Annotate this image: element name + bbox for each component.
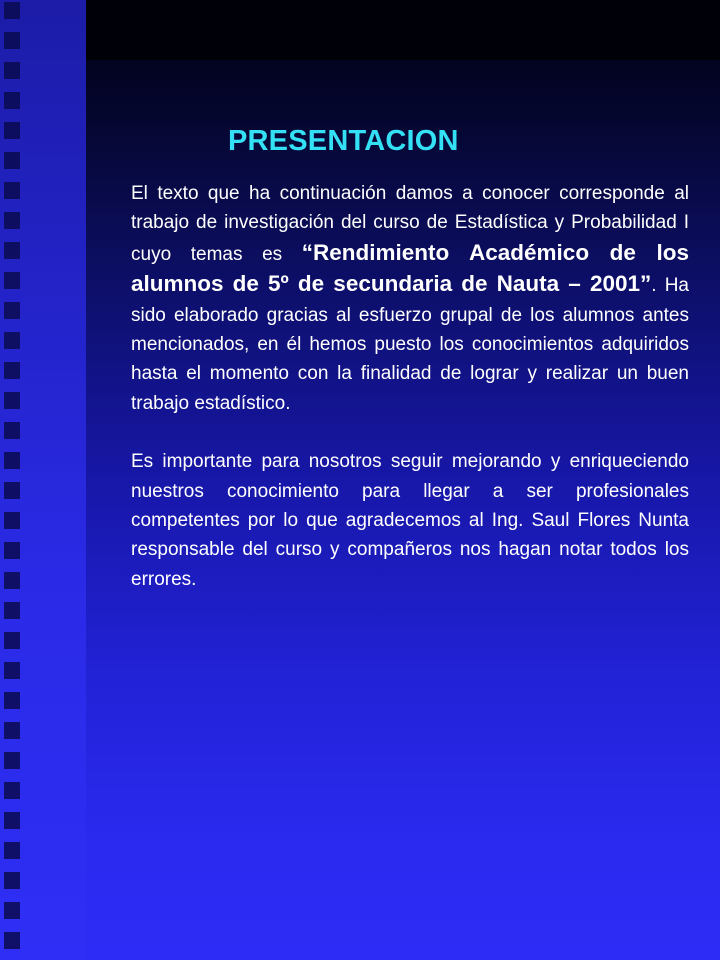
left-decorative-band (0, 0, 86, 960)
paragraph-intro (131, 179, 689, 418)
slide-body (131, 179, 689, 594)
paragraph-spacer (131, 418, 689, 447)
slide-title: PRESENTACION (228, 125, 459, 157)
paragraph-intro-text: El texto que ha continuación damos a conocer corresponde al trabajo de investigación del curso de Estadística y Probabilidad I cuyo temas es (131, 183, 689, 265)
paragraph-intro-continuation: . Ha sido elaborado gracias al esfuerzo grupal de los alumnos antes mencionados, en él hemos puesto los conocimientos adquiridos hasta el momento con la finalidad de lograr y realizar un buen trabajo estadístico. (131, 275, 689, 414)
square-pattern-decoration (4, 2, 20, 958)
top-dark-band (86, 0, 720, 60)
paragraph-acknowledgement: Es importante para nosotros seguir mejorando y enriqueciendo nuestros conocimiento para llegar a ser profesionales competentes por lo que agradecemos al Ing. Saul Flores Nunta responsable del curso y compañeros nos hagan notar todos los errores. (131, 451, 689, 590)
research-topic-title: “Rendimiento Académico de los alumnos de 5º de secundaria de Nauta – 2001” (131, 239, 689, 297)
